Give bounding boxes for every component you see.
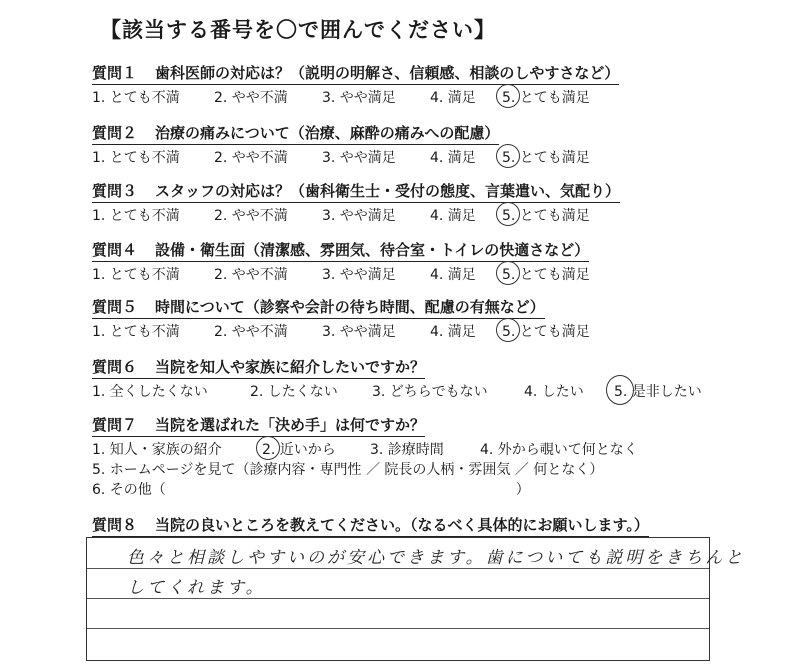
question-4-number: 質問４ bbox=[92, 241, 138, 259]
q7-option-4[interactable]: 4. 外から覗いて何となく bbox=[480, 442, 638, 458]
question-2-header bbox=[92, 122, 499, 145]
q7-option-5[interactable]: 5. ホームページを見て（診療内容・専門性 ／ 院長の人柄・雰囲気 ／ 何となく） bbox=[92, 462, 604, 478]
q5-option-3[interactable]: 3. やや満足 bbox=[322, 324, 396, 340]
question-1 bbox=[92, 62, 732, 107]
q6-option-1[interactable]: 1. 全くしたくない bbox=[92, 384, 208, 400]
q2-option-4[interactable]: 4. 満足 bbox=[430, 150, 476, 166]
answer-ruled-line bbox=[87, 568, 709, 569]
selected-circle-mark bbox=[496, 202, 520, 226]
q7-option-1[interactable]: 1. 知人・家族の紹介 bbox=[92, 442, 222, 458]
question-7 bbox=[92, 414, 732, 499]
question-6 bbox=[92, 356, 732, 401]
q1-option-2[interactable]: 2. やや不満 bbox=[214, 90, 288, 106]
question-5-text: 時間について（診察や会計の待ち時間、配慮の有無など） bbox=[155, 298, 545, 316]
q5-option-1[interactable]: 1. とても不満 bbox=[92, 324, 180, 340]
question-3-text: スタッフの対応は？（歯科衛生士・受付の態度、言葉遣い、気配り） bbox=[155, 182, 621, 200]
q5-option-4[interactable]: 4. 満足 bbox=[430, 324, 476, 340]
q4-option-3[interactable]: 3. やや満足 bbox=[322, 267, 396, 283]
q6-option-5[interactable]: 5. 是非したい bbox=[614, 384, 702, 400]
question-2 bbox=[92, 122, 732, 167]
question-4-header bbox=[92, 239, 589, 262]
q1-option-5[interactable]: 5. とても満足 bbox=[502, 90, 590, 106]
q3-option-4[interactable]: 4. 満足 bbox=[430, 208, 476, 224]
q3-option-2[interactable]: 2. やや不満 bbox=[214, 208, 288, 224]
selected-circle-mark bbox=[496, 144, 520, 168]
question-7-text: 当院を選ばれた「決め手」は何ですか？ bbox=[155, 416, 426, 434]
selected-circle-mark bbox=[256, 436, 280, 460]
question-6-text: 当院を知人や家族に紹介したいですか？ bbox=[155, 358, 426, 376]
question-6-number: 質問６ bbox=[92, 358, 138, 376]
question-1-number: 質問１ bbox=[92, 64, 138, 82]
handwritten-answer-line-2: してくれます。 bbox=[127, 578, 266, 598]
q4-option-5[interactable]: 5. とても満足 bbox=[502, 267, 590, 283]
handwritten-answer-line-1: 色々と相談しやすいのが安心できます。歯についても説明をきちんと bbox=[127, 548, 746, 568]
question-8 bbox=[92, 514, 732, 537]
q2-option-5[interactable]: 5. とても満足 bbox=[502, 150, 590, 166]
q3-option-5[interactable]: 5. とても満足 bbox=[502, 208, 590, 224]
q7-option-3[interactable]: 3. 診療時間 bbox=[370, 442, 444, 458]
question-5-number: 質問５ bbox=[92, 298, 138, 316]
question-2-text: 治療の痛みについて（治療、麻酔の痛みへの配慮） bbox=[155, 124, 500, 142]
question-3-number: 質問３ bbox=[92, 182, 138, 200]
question-1-text: 歯科医師の対応は？（説明の明解さ、信頼感、相談のしやすさなど） bbox=[155, 64, 620, 82]
page-title: 【該当する番号を〇で囲んでください】 bbox=[100, 18, 496, 42]
answer-box[interactable] bbox=[86, 537, 746, 661]
selected-circle-mark bbox=[496, 318, 520, 342]
question-5-header bbox=[92, 296, 545, 319]
q1-option-4[interactable]: 4. 満足 bbox=[430, 90, 476, 106]
q4-option-2[interactable]: 2. やや不満 bbox=[214, 267, 288, 283]
question-7-header bbox=[92, 414, 425, 437]
selected-circle-mark bbox=[606, 375, 634, 405]
q2-option-3[interactable]: 3. やや満足 bbox=[322, 150, 396, 166]
answer-ruled-line bbox=[87, 628, 709, 629]
q6-option-4[interactable]: 4. したい bbox=[524, 384, 584, 400]
q4-option-4[interactable]: 4. 満足 bbox=[430, 267, 476, 283]
question-8-text: 当院の良いところを教えてください。（なるべく具体的にお願いします。） bbox=[155, 516, 649, 534]
question-8-header bbox=[92, 514, 649, 537]
question-8-number: 質問８ bbox=[92, 516, 138, 534]
q1-option-3[interactable]: 3. やや満足 bbox=[322, 90, 396, 106]
question-1-header bbox=[92, 62, 619, 85]
question-4-text: 設備・衛生面（清潔感、雰囲気、待合室・トイレの快適さなど） bbox=[155, 241, 590, 259]
q7-option-6[interactable]: 6. その他（ ） bbox=[92, 482, 530, 498]
question-2-number: 質問２ bbox=[92, 124, 138, 142]
answer-ruled-line bbox=[87, 598, 709, 599]
q3-option-1[interactable]: 1. とても不満 bbox=[92, 208, 180, 224]
q6-option-2[interactable]: 2. したくない bbox=[250, 384, 338, 400]
q3-option-3[interactable]: 3. やや満足 bbox=[322, 208, 396, 224]
q4-option-1[interactable]: 1. とても不満 bbox=[92, 267, 180, 283]
question-6-header bbox=[92, 356, 425, 379]
q5-option-2[interactable]: 2. やや不満 bbox=[214, 324, 288, 340]
q2-option-1[interactable]: 1. とても不満 bbox=[92, 150, 180, 166]
q7-option-2[interactable]: 2. 近いから bbox=[262, 442, 336, 458]
q6-option-3[interactable]: 3. どちらでもない bbox=[372, 384, 488, 400]
question-4 bbox=[92, 239, 732, 284]
question-7-number: 質問７ bbox=[92, 416, 138, 434]
selected-circle-mark bbox=[496, 84, 520, 108]
selected-circle-mark bbox=[496, 261, 520, 285]
q5-option-5[interactable]: 5. とても満足 bbox=[502, 324, 590, 340]
question-3 bbox=[92, 180, 732, 225]
question-5 bbox=[92, 296, 732, 341]
q2-option-2[interactable]: 2. やや不満 bbox=[214, 150, 288, 166]
q1-option-1[interactable]: 1. とても不満 bbox=[92, 90, 180, 106]
question-3-header bbox=[92, 180, 620, 203]
